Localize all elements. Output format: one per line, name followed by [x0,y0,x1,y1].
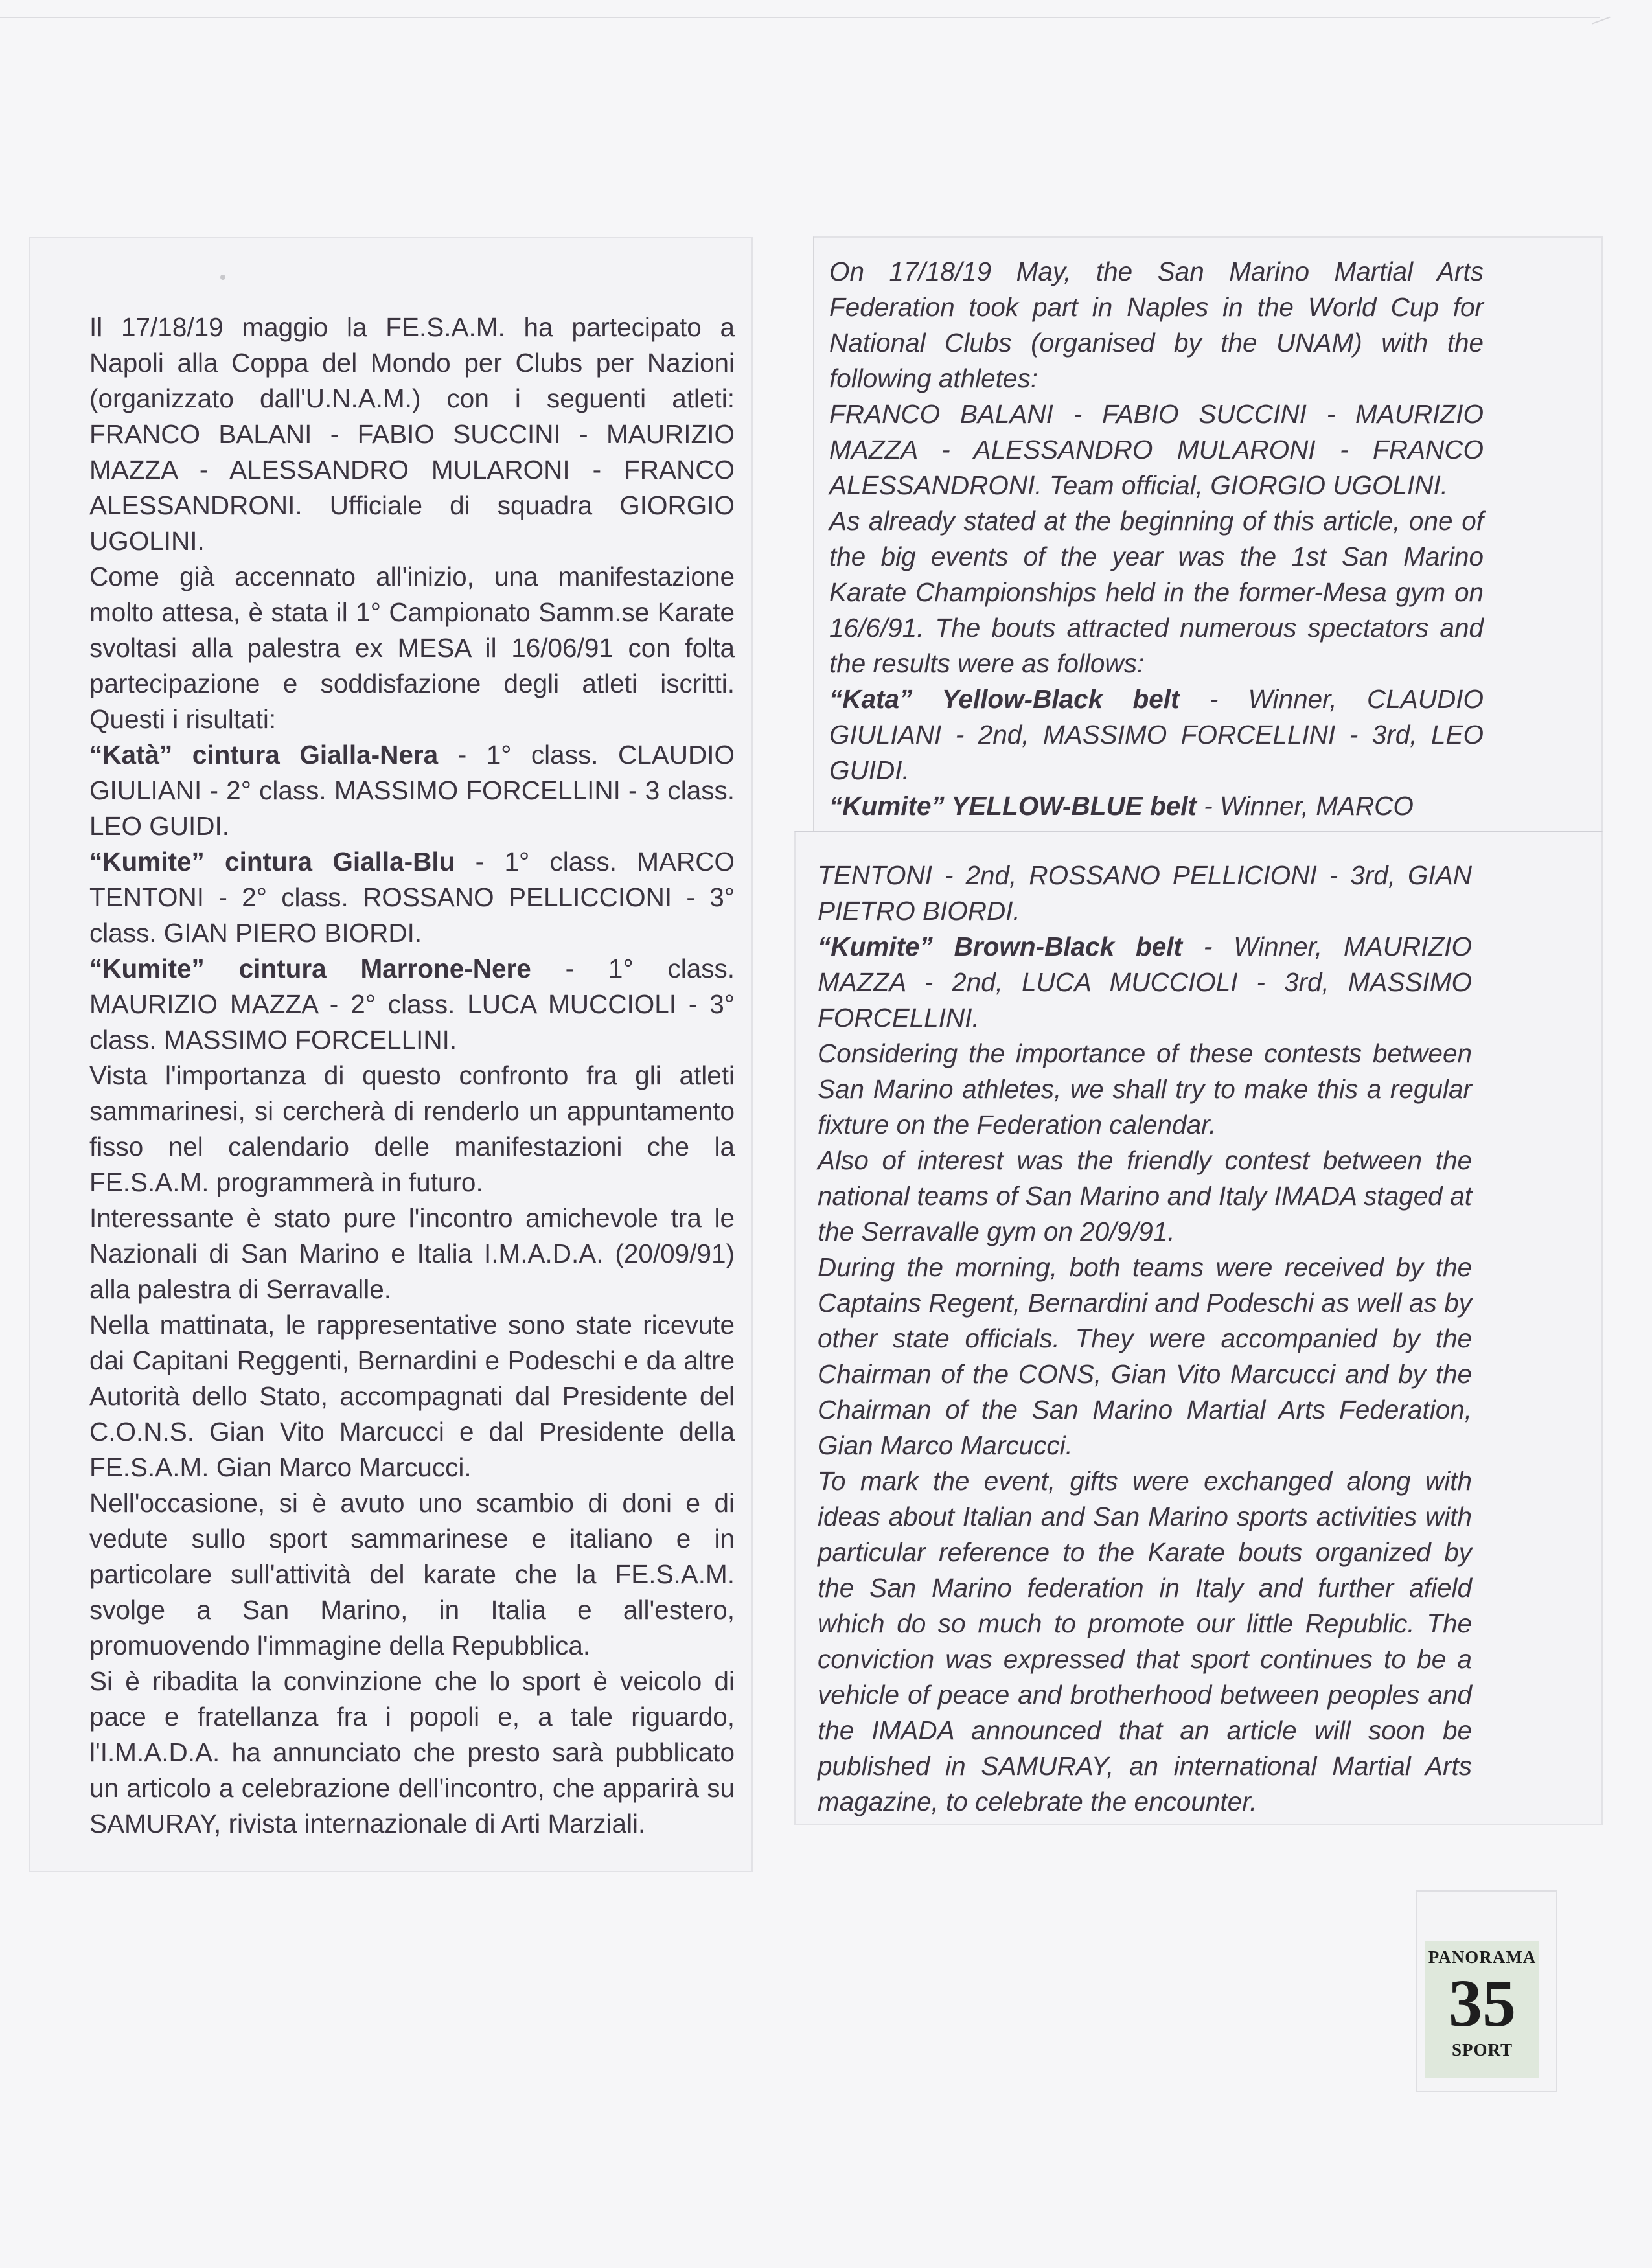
result-label: “Kumite” cintura Marrone-Nere [89,954,531,983]
speck [220,275,225,280]
result-line [89,737,735,844]
result-line [829,788,1484,824]
italian-article [89,310,735,1842]
english-article-top [829,254,1484,824]
paragraph: Vista l'importanza di questo confronto fra gli atleti sammarinesi, si cercherà di renderlo un appuntamento fisso nel calendario delle manifestazioni che la FE.S.A.M. programmerà in futuro. [89,1060,735,1197]
badge-title: PANORAMA [1428,1947,1537,1967]
paragraph: During the morning, both teams were received by the Captains Regent, Bernardini and Podeschi as well as by other state officials. They were accompanied by the Chairman of the CONS, Gian Vito Marcucci and by the Chairman of the San Marino Martial Arts Federation, Gian Marco Marcucci. [818,1252,1472,1460]
badge-section: SPORT [1451,2040,1513,2059]
result-label: “Kumite” Brown-Black belt [818,932,1183,961]
page-curl [1592,17,1615,38]
scan-top-edge [0,17,1600,18]
result-text: - Winner, MARCO [1197,791,1414,821]
result-text-continued: TENTONI - 2nd, ROSSANO PELLICIONI - 3rd, GIAN PIETRO BIORDI. [818,860,1472,926]
paragraph: As already stated at the beginning of this article, one of the big events of the year was the 1st San Marino Karate Championships held in the former-Mesa gym on 16/6/91. The bouts attracted numerous spectators and the results were as follows: [829,506,1484,678]
result-line [829,682,1484,788]
paragraph: Interessante è stato pure l'incontro amichevole tra le Nazionali di San Marino e Italia I.M.A.D.A. (20/09/91) alla palestra di Serravalle. [89,1203,735,1304]
result-text: - Winner, CLAUDIO GIULIANI - 2nd, MASSIMO FORCELLINI - 3rd, LEO GUIDI. [829,684,1484,785]
paragraph: Nell'occasione, si è avuto uno scambio di doni e di vedute sullo sport sammarinese e italiano e in particolare sull'attività del karate che la FE.S.A.M. svolge a San Marino, in Italia e all'estero, promuovendo l'immagine della Repubblica. [89,1488,735,1660]
result-text: - 1° class. CLAUDIO GIULIANI - 2° class. MASSIMO FORCELLINI - 3 class. LEO GUIDI. [89,740,735,841]
english-article-bottom [818,858,1472,1820]
paragraph: Si è ribadita la convinzione che lo sport è veicolo di pace e fratellanza fra i popoli e, a tale riguardo, l'I.M.A.D.A. ha annunciato che presto sarà pubblicato un articolo a celebrazione dell'incontro, che apparirà su SAMURAY, rivista internazionale di Arti Marziali. [89,1666,735,1838]
paragraph: To mark the event, gifts were exchanged along with ideas about Italian and San Marino sports activities with particular reference to the Karate bouts organized by the San Marino federation in Italy and further afield which do so much to promote our little Republic. The conviction was expressed that sport continues to be a vehicle of peace and brotherhood between peoples and the IMADA announced that an article will soon be published in SAMURAY, an international Martial Arts magazine, to celebrate the encounter. [818,1466,1472,1816]
paragraph: FRANCO BALANI - FABIO SUCCINI - MAURIZIO MAZZA - ALESSANDRO MULARONI - FRANCO ALESSANDRONI. Team official, GIORGIO UGOLINI. [829,399,1484,500]
paragraph: On 17/18/19 May, the San Marino Martial Arts Federation took part in Naples in the World Cup for National Clubs (organised by the UNAM) with the following athletes: [829,257,1484,393]
result-label: “Katà” cintura Gialla-Nera [89,740,439,770]
paragraph: Come già accennato all'inizio, una manifestazione molto attesa, è stata il 1° Campionato Samm.se Karate svoltasi alla palestra ex MESA il 16/06/91 con folta partecipazione e soddisfazione degli atleti iscritti. Questi i risultati: [89,562,735,734]
paragraph: Nella mattinata, le rappresentative sono state ricevute dai Capitani Reggenti, Bernardini e Podeschi e da altre Autorità dello Stato, accompagnati dal Presidente del C.O.N.S. Gian Vito Marcucci e dal Presidente della FE.S.A.M. Gian Marco Marcucci. [89,1310,735,1482]
paragraph: Also of interest was the friendly contest between the national teams of San Marino and Italy IMADA staged at the Serravalle gym on 20/9/91. [818,1145,1472,1246]
result-label: “Kumite” cintura Gialla-Blu [89,847,455,876]
result-line [818,929,1472,1036]
page-number: 35 [1449,1966,1516,2041]
result-text: - Winner, MAURIZIO MAZZA - 2nd, LUCA MUCCIOLI - 3rd, MASSIMO FORCELLINI. [818,932,1472,1033]
result-text: - 1° class. MARCO TENTONI - 2° class. ROSSANO PELLICCIONI - 3° class. GIAN PIERO BIORDI. [89,847,735,948]
panorama-page-badge [1425,1941,1539,2078]
paragraph: Considering the importance of these contests between San Marino athletes, we shall try to make this a regular fixture on the Federation calendar. [818,1038,1472,1140]
result-label: “Kata” Yellow-Black belt [829,684,1180,714]
result-label: “Kumite” YELLOW-BLUE belt [829,791,1197,821]
result-text: - 1° class. MAURIZIO MAZZA - 2° class. LUCA MUCCIOLI - 3° class. MASSIMO FORCELLINI. [89,954,735,1055]
paragraph: Il 17/18/19 maggio la FE.S.A.M. ha partecipato a Napoli alla Coppa del Mondo per Clubs per Nazioni (organizzato dall'U.N.A.M.) con i seguenti atleti: FRANCO BALANI - FABIO SUCCINI - MAURIZIO MAZZA - ALESSANDRO MULARONI - FRANCO ALESSANDRONI. Ufficiale di squadra GIORGIO UGOLINI. [89,312,735,556]
result-line [89,951,735,1058]
result-line [89,844,735,951]
